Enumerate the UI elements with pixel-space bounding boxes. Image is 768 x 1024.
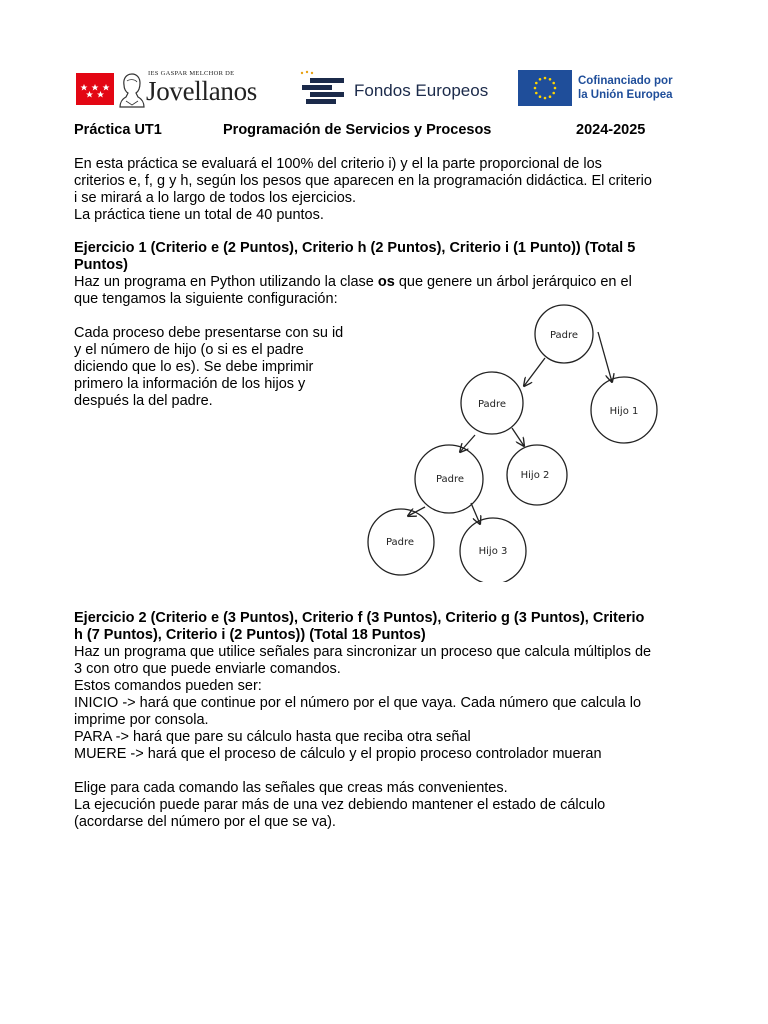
edge-root-to-hijo1 (598, 332, 612, 382)
exercise-2-line: Estos comandos pueden ser: (74, 678, 262, 694)
tree-label: Padre (477, 399, 507, 410)
edge-root-to-padre (524, 358, 545, 386)
title-left: Práctica UT1 (74, 122, 162, 138)
document-title-row (74, 122, 694, 140)
exercise-1 (74, 240, 696, 308)
exercise-2-line: MUERE -> hará que el proceso de cálculo y el propio proceso controlador mueran (74, 746, 602, 762)
exercise-2-line: INICIO -> hará que continue por el número por el que vaya. Cada número que calcula lo (74, 695, 642, 711)
instruction-line: y el número de hijo (o si es el padre (74, 342, 304, 358)
instruction-line: primero la información de los hijos y (74, 376, 306, 392)
eu-text-line-2: la Unión Europea (578, 89, 673, 101)
fondos-europeos-text: Fondos Europeos (354, 81, 489, 100)
exercise-2-line: 3 con otro que puede enviarle comandos. (74, 661, 341, 677)
eu-text-line-1: Cofinanciado por (578, 75, 673, 87)
instruction-line: Cada proceso debe presentarse con su id (74, 325, 344, 341)
exercise-2-line: imprime por consola. (74, 712, 209, 728)
instruction-line: después la del padre. (74, 393, 213, 409)
exercise-2-line: Haz un programa que utilice señales para sincronizar un proceso que calcula múltiplos de (74, 644, 652, 660)
edge-padre-to-padre-leaf (408, 507, 425, 516)
school-name-big: Jovellanos (146, 76, 257, 106)
exercise-1-heading: Ejercicio 1 (Criterio e (2 Puntos), Criterio h (2 Puntos), Criterio i (1 Punto)) (Total 5 (74, 240, 636, 256)
exercise-2-line: La ejecución puede parar más de una vez debiendo mantener el estado de cálculo (74, 797, 606, 813)
comunidad-madrid-logo (76, 73, 114, 105)
jovellanos-logo (118, 68, 268, 110)
school-name-small: IES GASPAR MELCHOR DE (148, 70, 235, 77)
process-tree-diagram (362, 300, 662, 582)
tree-label: Hijo 3 (478, 546, 508, 557)
fondos-europeos-icon (296, 70, 348, 108)
exercise-2-heading: Ejercicio 2 (Criterio e (3 Puntos), Criterio f (3 Puntos), Criterio g (3 Puntos), Criterio (74, 610, 645, 626)
tree-label: Padre (435, 474, 465, 485)
exercise-2-line: PARA -> hará que pare su cálculo hasta que reciba otra señal (74, 729, 471, 745)
intro-line: La práctica tiene un total de 40 puntos. (74, 207, 324, 223)
blank-line (74, 763, 696, 780)
exercise-2 (74, 610, 696, 831)
instruction-line: diciendo que lo es). Se debe imprimir (74, 359, 314, 375)
os-keyword: os (377, 274, 395, 290)
exercise-1-text: que tengamos la siguiente configuración: (74, 291, 338, 307)
exercise-1-text-part: Haz un programa en Python utilizando la clase (74, 274, 378, 290)
exercise-1-instructions (74, 325, 364, 410)
tree-label: Padre (549, 330, 579, 341)
intro-line: i se mirará a lo largo de todos los ejercicios. (74, 190, 357, 206)
exercise-1-text-part: que genere un árbol jerárquico en el (394, 274, 632, 290)
intro-paragraph (74, 156, 696, 224)
eu-flag-icon (518, 70, 572, 106)
intro-line: En esta práctica se evaluará el 100% del criterio i) y el la parte proporcional de los (74, 156, 602, 172)
jovellanos-portrait-icon (118, 71, 146, 109)
edge-padre-to-hijo2 (512, 428, 524, 446)
exercise-1-heading: Puntos) (74, 257, 128, 273)
eu-cofinanced-text (578, 74, 673, 102)
eu-cofinanced-logo (518, 70, 688, 106)
exercise-2-line: (acordarse del número por el que se va). (74, 814, 336, 830)
tree-label: Hijo 2 (520, 470, 550, 481)
tree-label: Padre (385, 537, 415, 548)
exercise-1-text (74, 274, 696, 291)
exercise-2-line: Elige para cada comando las señales que creas más convenientes. (74, 780, 508, 796)
title-center: Programación de Servicios y Procesos (223, 122, 492, 138)
exercise-2-heading: h (7 Puntos), Criterio i (2 Puntos)) (Total 18 Puntos) (74, 627, 426, 643)
edge-padre-to-padre (460, 435, 475, 452)
title-right: 2024-2025 (576, 122, 646, 138)
tree-label: Hijo 1 (609, 406, 639, 417)
fondos-europeos-logo (296, 70, 489, 108)
header-logos (76, 68, 692, 110)
intro-line: criterios e, f, g y h, según los pesos que aparecen en la programación didáctica. El criterio (74, 173, 652, 189)
